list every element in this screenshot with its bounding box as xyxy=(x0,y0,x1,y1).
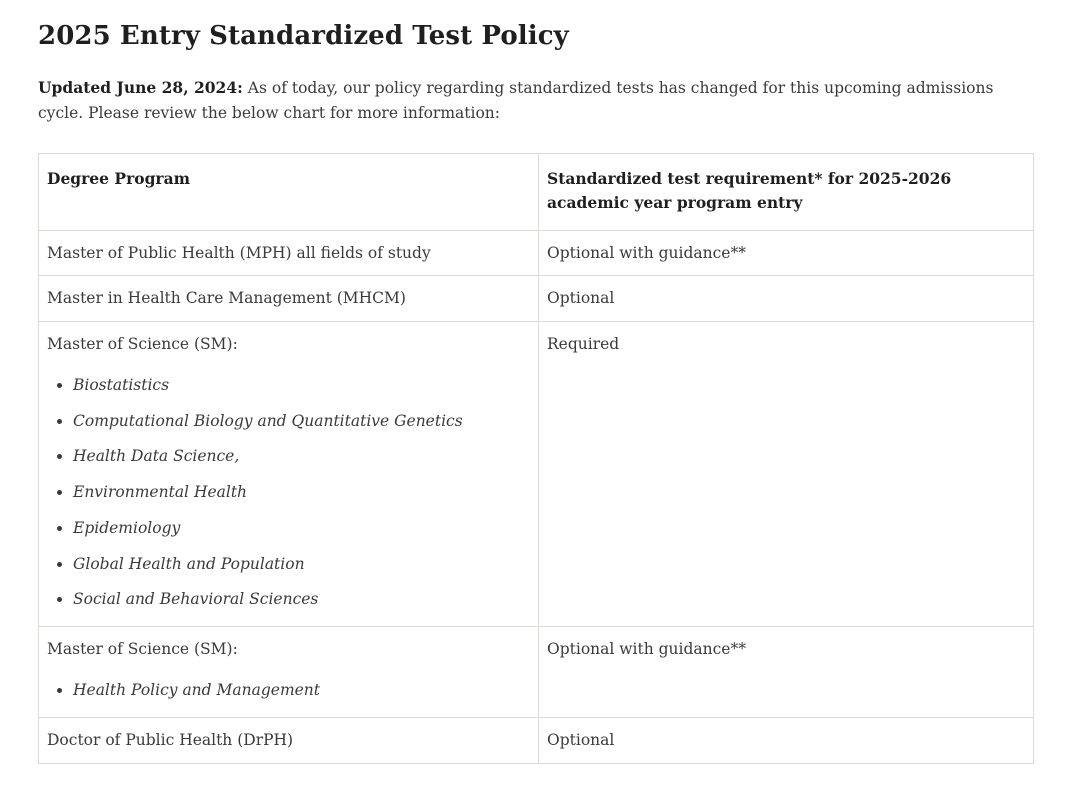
table-header-row xyxy=(39,153,1034,230)
table-row xyxy=(39,230,1034,275)
list-item: • Health Data Science, xyxy=(73,446,529,468)
program-name: Master of Public Health (MPH) all fields of study xyxy=(47,243,431,262)
list-item: • Epidemiology xyxy=(73,518,529,540)
intro-update-label: Updated June 28, 2024: xyxy=(38,77,243,97)
program-field-list xyxy=(47,680,529,702)
test-policy-table xyxy=(38,153,1034,764)
list-item: • Environmental Health xyxy=(73,482,529,504)
program-name: Master of Science (SM): xyxy=(47,334,238,353)
intro-body-text: As of today, our policy regarding standardized tests has changed for this upcoming admissions cycle. Please review the below chart for more information: xyxy=(38,78,994,123)
cell-test-requirement: Optional with guidance** xyxy=(539,626,1034,717)
page-title: 2025 Entry Standardized Test Policy xyxy=(38,21,569,51)
intro-paragraph xyxy=(38,75,1013,127)
cell-degree-program xyxy=(39,626,539,717)
list-item: • Computational Biology and Quantitative Genetics xyxy=(73,411,529,433)
table-row xyxy=(39,718,1034,763)
table-row xyxy=(39,626,1034,717)
cell-degree-program xyxy=(39,321,539,626)
cell-degree-program xyxy=(39,230,539,275)
column-header-test-requirement: Standardized test requirement* for 2025-2026 academic year program entry xyxy=(539,153,1034,230)
column-header-degree-program: Degree Program xyxy=(39,153,539,230)
program-field-list xyxy=(47,375,529,611)
cell-test-requirement: Optional with guidance** xyxy=(539,230,1034,275)
table-row xyxy=(39,276,1034,321)
program-name: Master of Science (SM): xyxy=(47,639,238,658)
cell-test-requirement: Required xyxy=(539,321,1034,626)
table-row xyxy=(39,321,1034,626)
cell-degree-program xyxy=(39,276,539,321)
list-item: • Global Health and Population xyxy=(73,554,529,576)
cell-test-requirement: Optional xyxy=(539,718,1034,763)
program-name: Master in Health Care Management (MHCM) xyxy=(47,289,406,308)
list-item: • Biostatistics xyxy=(73,375,529,397)
cell-degree-program xyxy=(39,718,539,763)
program-name: Doctor of Public Health (DrPH) xyxy=(47,731,294,750)
list-item: • Social and Behavioral Sciences xyxy=(73,589,529,611)
cell-test-requirement: Optional xyxy=(539,276,1034,321)
list-item: • Health Policy and Management xyxy=(73,680,529,702)
